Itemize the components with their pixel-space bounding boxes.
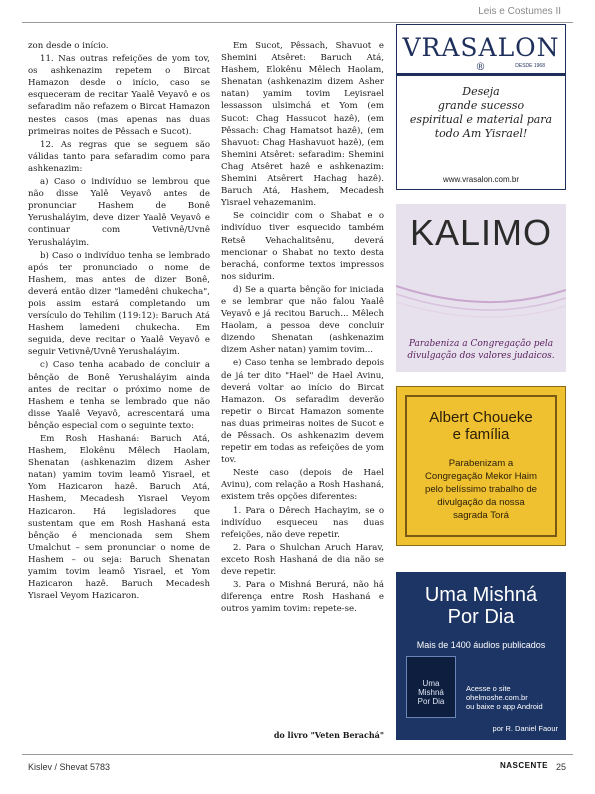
ad-frame bbox=[405, 395, 557, 537]
paragraph: Em Rosh Hashaná: Baruch Atá, Hashem, Elokênu Mêlech Haolam, Shenatan (ashkenazim dizem Asher natan) yamim tovim leamô Yisrael, et Yom Hazicaron hazê. Baruch Atá, Hashem, Mecadesh Yisrael Veyom Hazicaron. Há legisladores que sustentam que em Rosh Hashaná esta bênção é mencionada sem Shem Umalchut – sem pronunciar o nome de Hashem – ou seja: Baruch Shenatan yamim tovim leamô Yisrael, et Yom Hazicaron hazê. Baruch Mecadesh Yisrael Veyom Hazicaron. bbox=[28, 434, 210, 602]
paragraph: d) Se a quarta bênção for iniciada e se lembrar que não falou Yaalê Veyavô e já recitou Baruch... Mêlech Haolam, a pessoa deve concluir dizendo Shenatan (ashkenazim dizem Asher natan) yamim tovim... bbox=[221, 284, 384, 356]
ad-message bbox=[397, 85, 565, 141]
site-info[interactable] bbox=[466, 684, 562, 711]
paragraph: Neste caso (depois de Hael Avinu), com relação a Rosh Hashaná, existem três opções diferentes: bbox=[221, 468, 384, 503]
ad-url[interactable]: www.vrasalon.com.br bbox=[442, 175, 520, 184]
ad-title-line: Albert Choueke bbox=[429, 409, 533, 426]
text-column-1 bbox=[28, 40, 210, 603]
book-cover bbox=[406, 656, 456, 718]
paragraph: e) Caso tenha se lembrado depois de já ter dito "Hael" de Hael Avinu, deverá voltar ao início do Bircat Hamazon. Os sefaradim deverão repetir o Bircat Hamazon somente nas duas primeiras noites de Sucot e de Pêssach. Os ashkenazim devem repetir em todas as refeições de yom tov. bbox=[221, 358, 384, 466]
ad-line: espiritual e material para bbox=[409, 113, 553, 126]
paragraph: c) Caso tenha acabado de concluir a bênção de Bonê Yerushaláyim ainda antes de recitar o próximo nome de Hashem e tenha se lembrado que não disse Yaalê Veyavô, acrescentará uma bênção especial com o seguinte texto: bbox=[28, 360, 210, 431]
header-divider bbox=[22, 22, 573, 23]
ad-line: Parabenizam a bbox=[448, 458, 514, 469]
ad-line: divulgação dos valores judaicos. bbox=[407, 351, 555, 361]
paragraph: Em Sucot, Pêssach, Shavuot e Shemini Atsêret: Baruch Atá, Hashem, Elokênu Mêlech Haolam, Shenatan (ashkenazim dizem Asher natan) yamim tovim Leyisrael lessasson ulsimchá et Yom (em Sucot: Chag Hassucot hazê), (em Pêssach: Chag Hamatsot hazê), (em Shavuot: Chag Hashavuot hazê), (em Shemini Atsêret: sefaradim: Shemini Chag Atsêret hazê e ashkenazim: Shemini Atsêrert Hachag hazê). Baruch Atá, Hashem, Mecadesh Yisrael vehazemanim. bbox=[221, 41, 384, 209]
ad-message bbox=[396, 338, 566, 362]
ad-title bbox=[407, 409, 555, 443]
paragraph: a) Caso o indivíduo se lembrou que não disse Yalê Veyavô antes de pronunciar Hashem de Bonê Yerushaláyim, deve dizer Yaalê Veyavô e continuar com Vetivnê/Uvnê Yerushaláyim. bbox=[28, 177, 210, 248]
page-number: 25 bbox=[556, 762, 567, 772]
decorative-swoosh-icon bbox=[396, 272, 566, 322]
text-column-2 bbox=[221, 40, 384, 616]
ad-line: todo Am Yisrael! bbox=[434, 127, 528, 140]
magazine-logo: NASCENTE bbox=[500, 761, 549, 770]
logo-underline bbox=[397, 73, 565, 76]
ad-line: sagrada Torá bbox=[453, 510, 509, 521]
ad-title bbox=[396, 584, 566, 628]
author-credit: por R. Daniel Faour bbox=[492, 724, 558, 733]
since-label: DESDE 1968 bbox=[515, 63, 545, 69]
section-title: Leis e Costumes II bbox=[478, 6, 561, 17]
vrasalon-logo bbox=[397, 33, 565, 91]
ad-line: Deseja bbox=[462, 85, 500, 98]
ad-line: Congregação Mekor Haim bbox=[425, 471, 537, 482]
paragraph: Se coincidir com o Shabat e o indivíduo tiver esquecido também Retsê Vehachalitsênu, deverá mencionar o Shabat no texto desta berachá, conforme textos impressos nos sidurim. bbox=[221, 211, 384, 282]
audio-count: Mais de 1400 áudios publicados bbox=[416, 640, 546, 650]
site-url[interactable]: ohelmoshe.com.br bbox=[466, 693, 528, 702]
paragraph: b) Caso o indivíduo tenha se lembrado após ter pronunciado o nome de Hashem, mas antes de dizer Bonê, deverá então dizer "lamedêni chukecha", pois assim estará completando um versículo do Tehilim (119:12): Baruch Atá Hashem lamedeni chukecha. Em seguida, deve recitar o Yaalê Veyavô e seguir Vetivnê/Uvnê Yerushaláyim. bbox=[28, 250, 210, 358]
mishna-ad[interactable] bbox=[396, 572, 566, 740]
paragraph: 3. Para o Mishná Berurá, não há diferença entre Rosh Hashaná e outros yamim tovim: repete-se. bbox=[221, 580, 384, 615]
ad-title-line: Por Dia bbox=[447, 606, 515, 628]
ad-title-line: Uma Mishná bbox=[424, 584, 538, 606]
source-credit: do livro "Veten Berachá" bbox=[273, 730, 384, 740]
kalimo-ad[interactable] bbox=[396, 204, 566, 372]
paragraph: 12. As regras que se seguem são válidas tanto para sefaradim como para ashkenazim: bbox=[28, 139, 210, 174]
brand-name: VRASALON bbox=[402, 33, 560, 62]
paragraph: zon desde o início. bbox=[28, 41, 109, 51]
book-title-line: Uma bbox=[422, 679, 440, 688]
book-title-line: Mishná bbox=[418, 688, 444, 697]
ad-title-line: e família bbox=[452, 426, 510, 443]
issue-date: Kislev / Shevat 5783 bbox=[28, 762, 111, 772]
book-title-line: Por Dia bbox=[417, 697, 445, 706]
ad-message bbox=[407, 457, 555, 522]
ad-line: Parabeniza a Congregação pela bbox=[408, 339, 554, 349]
ad-line: pelo belíssimo trabalho de bbox=[425, 484, 537, 495]
vrasalon-ad[interactable] bbox=[396, 24, 566, 190]
paragraph: 2. Para o Shulchan Aruch Harav, exceto Rosh Hashaná de dia não se deve repetir. bbox=[221, 542, 384, 578]
site-line: ou baixe o app Android bbox=[466, 702, 543, 711]
site-line: Acesse o site bbox=[466, 684, 511, 693]
registered-mark: ® bbox=[475, 62, 487, 73]
footer-divider bbox=[22, 754, 573, 755]
paragraph: 1. Para o Dêrech Hachayim, se o indivíduo esqueceu nas duas refeições, não deve repetir. bbox=[221, 505, 384, 540]
kalimo-logo: KALIMO bbox=[409, 212, 553, 253]
ad-line: grande sucesso bbox=[437, 99, 525, 112]
paragraph: 11. Nas outras refeições de yom tov, os ashkenazim repetem o Bircat Hamazon desde o início, caso se esqueceram de recitar Yaalê Veyavô e os sefaradim não refazem o Bircat Hamazon nestes casos (mas apenas nas duas primeiras noites de Pêssach e Sucot). bbox=[28, 54, 210, 137]
ad-line: divulgação da nossa bbox=[437, 497, 525, 508]
choueke-ad bbox=[396, 386, 566, 546]
